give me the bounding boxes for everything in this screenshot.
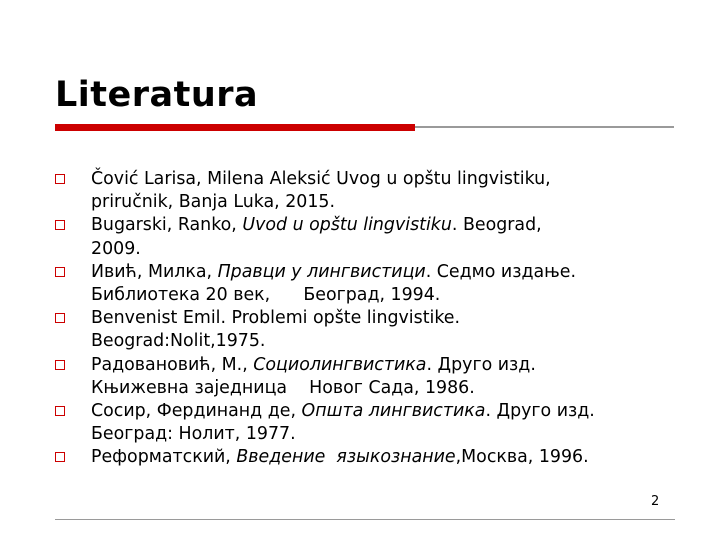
reference-text: Београд: Нолит, 1977.	[91, 424, 296, 445]
reference-work-title: Введение языкознание	[236, 447, 456, 468]
reference-item	[55, 214, 695, 260]
page-title: Literatura	[55, 75, 259, 115]
reference-text: . Седмо издање.	[425, 261, 577, 282]
reference-text: . Beograd,	[451, 215, 542, 236]
reference-item	[55, 354, 695, 400]
reference-text: . Друго изд.	[426, 354, 536, 375]
reference-line	[91, 423, 695, 446]
reference-item	[55, 261, 695, 307]
reference-line	[91, 446, 695, 469]
reference-item	[55, 307, 695, 353]
hollow-square-bullet-icon	[55, 267, 65, 277]
title-underline-accent	[55, 124, 415, 131]
reference-text: Реформатский,	[91, 447, 237, 468]
reference-line	[91, 261, 695, 284]
reference-work-title: Правци у лингвистици	[217, 261, 426, 282]
reference-line	[91, 400, 695, 423]
reference-text: Књижевна заједница Новог Сада, 1986.	[91, 377, 475, 398]
reference-text: Bugarski, Ranko,	[91, 215, 243, 236]
hollow-square-bullet-icon	[55, 313, 65, 323]
reference-line	[91, 214, 695, 237]
reference-line	[91, 284, 695, 307]
hollow-square-bullet-icon	[55, 406, 65, 416]
reference-text: Čović Larisa, Milena Aleksić Uvog u opštu lingvistiku,	[91, 169, 551, 189]
reference-text: Радовановић, М.,	[91, 354, 254, 375]
reference-line	[91, 168, 695, 191]
reference-text: 2009.	[91, 238, 141, 259]
reference-text: Библиотека 20 век, Београд, 1994.	[91, 285, 441, 306]
reference-text: Ивић, Милка,	[91, 261, 218, 282]
reference-item	[55, 168, 695, 214]
reference-text: Сосир, Фердинанд де,	[91, 401, 302, 422]
hollow-square-bullet-icon	[55, 174, 65, 184]
footer-rule	[55, 519, 675, 520]
reference-text: . Друго изд.	[485, 401, 595, 422]
reference-line	[91, 238, 695, 261]
reference-line	[91, 354, 695, 377]
reference-text: Benvenist Emil. Problemi opšte lingvistike.	[91, 308, 461, 329]
reference-line	[91, 191, 695, 214]
hollow-square-bullet-icon	[55, 452, 65, 462]
reference-line	[91, 377, 695, 400]
reference-line	[91, 330, 695, 353]
reference-work-title: Општа лингвистика	[301, 401, 486, 422]
hollow-square-bullet-icon	[55, 220, 65, 230]
reference-item	[55, 446, 695, 469]
page-number: 2	[651, 494, 660, 509]
reference-text: ,Москва, 1996.	[455, 447, 589, 468]
reference-text: priručnik, Banja Luka, 2015.	[91, 192, 336, 213]
reference-text: Beograd:Nolit,1975.	[91, 331, 266, 352]
hollow-square-bullet-icon	[55, 360, 65, 370]
reference-line	[91, 307, 695, 330]
title-underline-rule	[415, 126, 674, 128]
reference-list	[55, 168, 695, 470]
reference-item	[55, 400, 695, 446]
reference-work-title: Uvod u opštu lingvistiku	[242, 215, 452, 236]
reference-work-title: Социолингвистика	[253, 354, 427, 375]
